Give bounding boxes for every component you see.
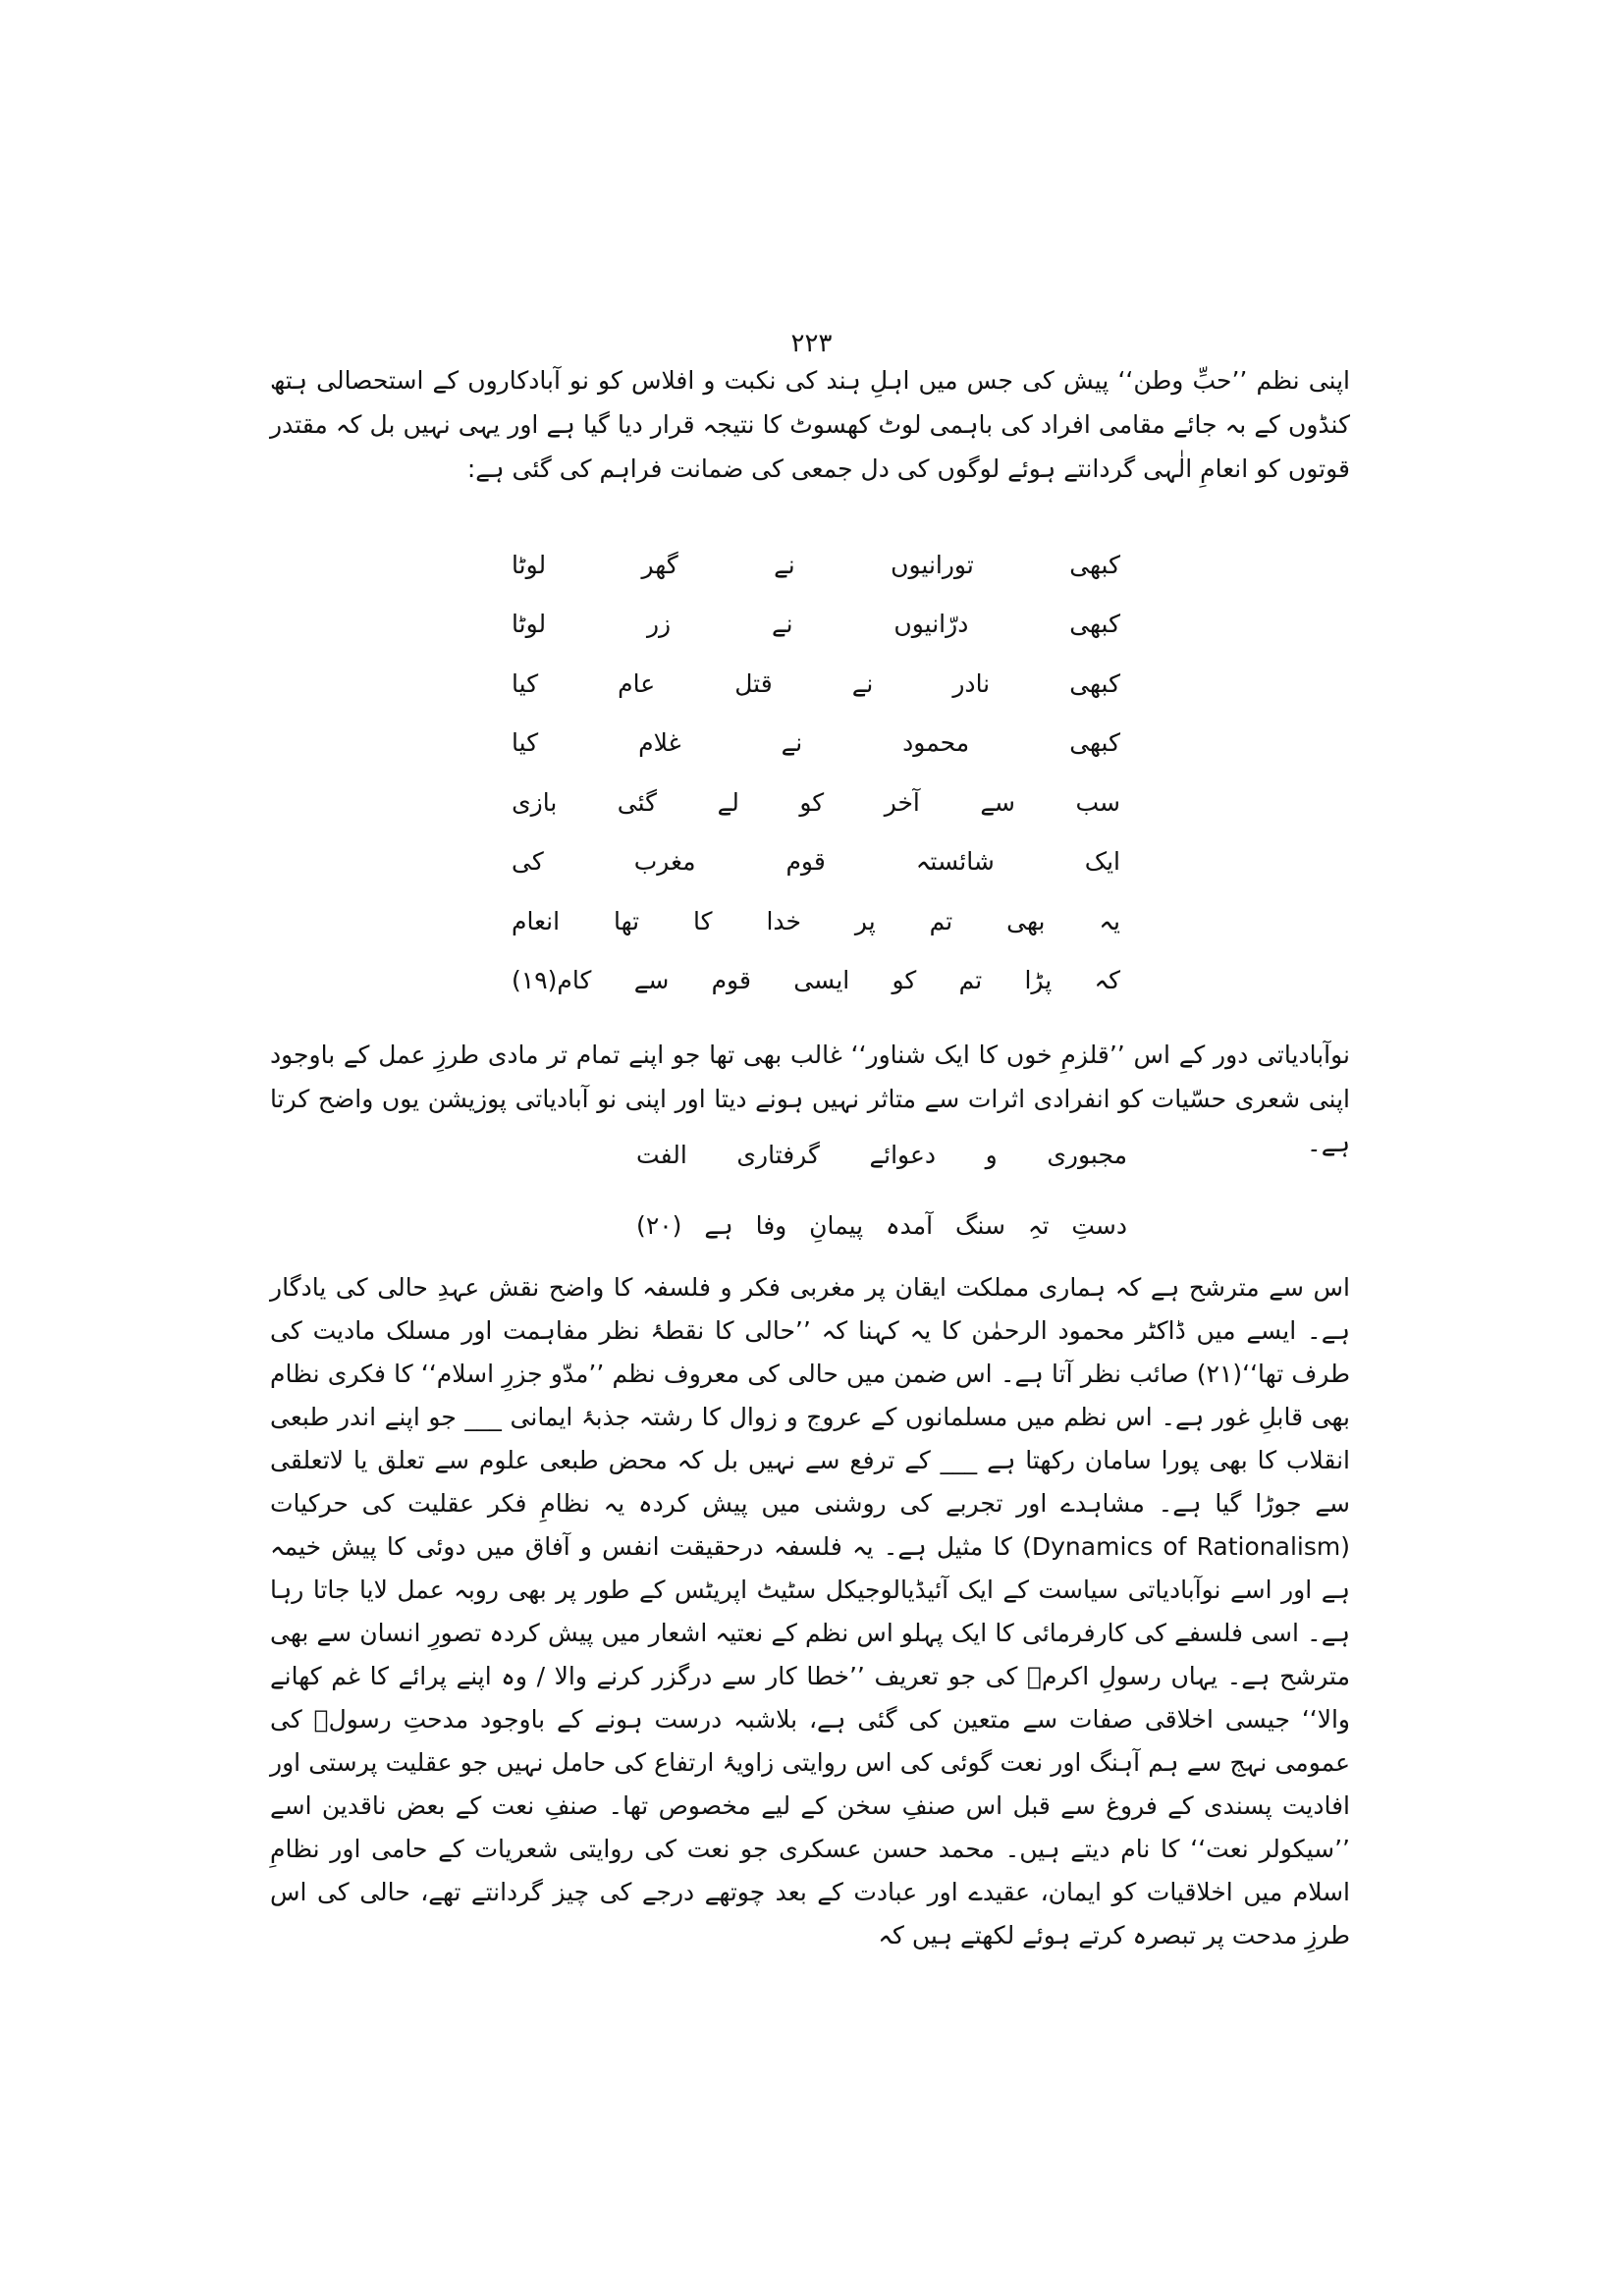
verse-word: تم (958, 966, 983, 995)
verse-line (512, 595, 1120, 655)
poem-ghalib-verse (636, 1119, 1127, 1260)
verse-line (512, 535, 1120, 595)
verse-word: پڑا (1024, 966, 1053, 995)
verse-word: ایک (1084, 847, 1120, 877)
verse-word: دعوائے (869, 1140, 937, 1169)
verse-word: عام (618, 668, 656, 698)
paragraph-ghalib: نوآبادیاتی دور کے اس ’’قلزمِ خوں کا ایک شناور‘‘ غالب بھی تھا جو اپنے تمام تر مادی طرزِ عمل کے باوجود اپنی شعری حسّیات کو انفرادی اثرات سے متاثر نہیں ہونے دیتا اور اپنی نو آبادیاتی پوزیشن یوں واضح کرتا ہے۔ (270, 1041, 1350, 1157)
verse-word: قوم (711, 966, 751, 995)
verse-line (512, 891, 1120, 951)
verse-word: کو (892, 966, 917, 995)
verse-word: سب (1075, 787, 1120, 817)
verse-word: کبھی (1069, 728, 1120, 758)
verse-word: کبھی (1069, 610, 1120, 639)
verse-line (512, 654, 1120, 714)
verse-word: تہِ (1027, 1210, 1050, 1240)
verse-word: نے (781, 728, 803, 758)
verse-word: لوٹا (512, 610, 547, 639)
verse-word: یہ (1099, 906, 1120, 935)
verse-word: درّانیوں (893, 610, 969, 639)
verse-word: لے (717, 787, 739, 817)
verse-word: محمود (902, 728, 970, 758)
verse-word: زر (646, 610, 672, 639)
verse-word: لوٹا (512, 550, 547, 579)
verse-line (636, 1190, 1127, 1260)
verse-word: وفا (755, 1210, 787, 1240)
verse-word: شائستہ (915, 847, 995, 877)
verse-line (636, 1119, 1127, 1190)
verse-word: کام(۱۹) (512, 966, 592, 995)
verse-line (512, 714, 1120, 774)
verse-line (512, 832, 1120, 892)
verse-word: کبھی (1069, 550, 1120, 579)
verse-word: کیا (512, 668, 539, 698)
verse-word: مجبوری (1047, 1140, 1127, 1169)
verse-word: انعام (512, 906, 561, 935)
verse-word: کو (799, 787, 825, 817)
verse-word: ہے (704, 1210, 733, 1240)
verse-word: و (985, 1140, 998, 1169)
verse-word: گھر (641, 550, 678, 579)
verse-word: پیمانِ (809, 1210, 864, 1240)
verse-word: تورانیوں (891, 550, 974, 579)
verse-word: آخر (884, 787, 920, 817)
verse-word: (۲۰) (636, 1210, 682, 1240)
verse-word: نے (774, 550, 795, 579)
verse-word: کی (512, 847, 544, 877)
paragraph-intro: اپنی نظم ’’حبِّ وطن‘‘ پیش کی جس میں اہلِ ہند کی نکبت و افلاس کو نو آبادکاروں کے استحصالی ہتھ کنڈوں کے بہ جائے مقامی افراد کی باہمی لوٹ کھسوٹ کا نتیجہ قرار دیا گیا ہے اور یہی نہیں بل کہ مقتدر قوتوں کو انعامِ الٰہی گردانتے ہوئے لوگوں کی دل جمعی کی ضمانت فراہم کی گئی ہے: (270, 366, 1350, 483)
verse-word: خدا (766, 906, 801, 935)
verse-word: غلام (638, 728, 681, 758)
verse-word: کبھی (1069, 668, 1120, 698)
verse-word: کہ (1094, 966, 1120, 995)
paragraph-analysis: اس سے مترشح ہے کہ ہماری مملکت ایقان پر مغربی فکر و فلسفہ کا واضح نقش عہدِ حالی کی یادگار ہے۔ ایسے میں ڈاکٹر محمود الرحمٰن کا یہ کہنا کہ ’’حالی کا نقطۂ نظر مفاہمت اور مسلک مادیت کی طرف تھا‘‘(۲۱) صائب نظر آتا ہے۔ اس ضمن میں حالی کی معروف نظم ’’مدّو جزرِ اسلام‘‘ کا فکری نظام بھی قابلِ غور ہے۔ اس نظم میں مسلمانوں کے عروج و زوال کا رشتہ جذبۂ ایمانی ___ جو اپنے اندر طبعی انقلاب کا بھی پورا سامان رکھتا ہے ___ کے ترفع سے نہیں بل کہ محض طبعی علوم سے تعلق یا لاتعلقی سے جوڑا گیا ہے۔ مشاہدے اور تجربے کی روشنی میں پیش کردہ یہ نظامِ فکر عقلیت کی حرکیات (Dynamics of Rationalism) کا مثیل ہے۔ یہ فلسفہ درحقیقت انفس و آفاق میں دوئی کا پیش خیمہ ہے اور اسے نوآبادیاتی سیاست کے ایک آئیڈیالوجیکل سٹیٹ اپریٹس کے طور پر بھی روبہ عمل لایا جاتا رہا ہے۔ اسی فلسفے کی کارفرمائی کا ایک پہلو اس نظم کے نعتیہ اشعار میں پیش کردہ تصورِ انسان سے بھی مترشح ہے۔ یہاں رسولِ اکرمؐ کی جو تعریف ’’خطا کار سے درگزر کرنے والا / وہ اپنے پرائے کا غم کھانے والا‘‘ جیسی اخلاقی صفات سے متعین کی گئی ہے، بلاشبہ درست ہونے کے باوجود مدحتِ رسولؐ کی عمومی نہج سے ہم آہنگ اور نعت گوئی کی اس روایتی زاویۂ ارتفاع کی حامل نہیں جو عقلیت پرستی اور افادیت پسندی کے فروغ سے قبل اس صنفِ سخن کے لیے مخصوص تھا۔ صنفِ نعت کے بعض ناقدین اسے ’’سیکولر نعت‘‘ کا نام دیتے ہیں۔ محمد حسن عسکری جو نعت کی روایتی شعریات کے حامی اور نظامِ اسلام میں اخلاقیات کو ایمان، عقیدے اور عبادت کے بعد چوتھے درجے کی چیز گردانتے تھے، حالی کی اس طرزِ مدحت پر تبصرہ کرتے ہوئے لکھتے ہیں کہ (270, 1273, 1350, 1949)
verse-word: نے (771, 610, 793, 639)
verse-word: سنگ (955, 1210, 1005, 1240)
verse-word: نادر (952, 668, 991, 698)
verse-word: آمدہ (886, 1210, 934, 1240)
verse-word: گئی (617, 787, 658, 817)
verse-word: الفت (636, 1140, 687, 1169)
verse-word: تھا (613, 906, 640, 935)
verse-word: کیا (512, 728, 539, 758)
verse-line (512, 951, 1120, 1011)
verse-word: بازی (512, 787, 558, 817)
verse-word: کا (693, 906, 713, 935)
verse-word: مغرب (633, 847, 696, 877)
verse-word: ایسی (793, 966, 850, 995)
verse-word: دستِ (1071, 1210, 1127, 1240)
page-number: ۲۲۳ (790, 329, 833, 358)
verse-word: قوم (785, 847, 826, 877)
poem-hubb-e-watan (512, 535, 1120, 1010)
verse-word: گرفتاری (736, 1140, 820, 1169)
verse-word: پر (854, 906, 876, 935)
verse-word: سے (980, 787, 1015, 817)
verse-word: بھی (1006, 906, 1046, 935)
verse-word: تم (929, 906, 953, 935)
verse-word: قتل (734, 668, 773, 698)
verse-line (512, 773, 1120, 832)
verse-word: نے (851, 668, 874, 698)
verse-word: سے (633, 966, 670, 995)
